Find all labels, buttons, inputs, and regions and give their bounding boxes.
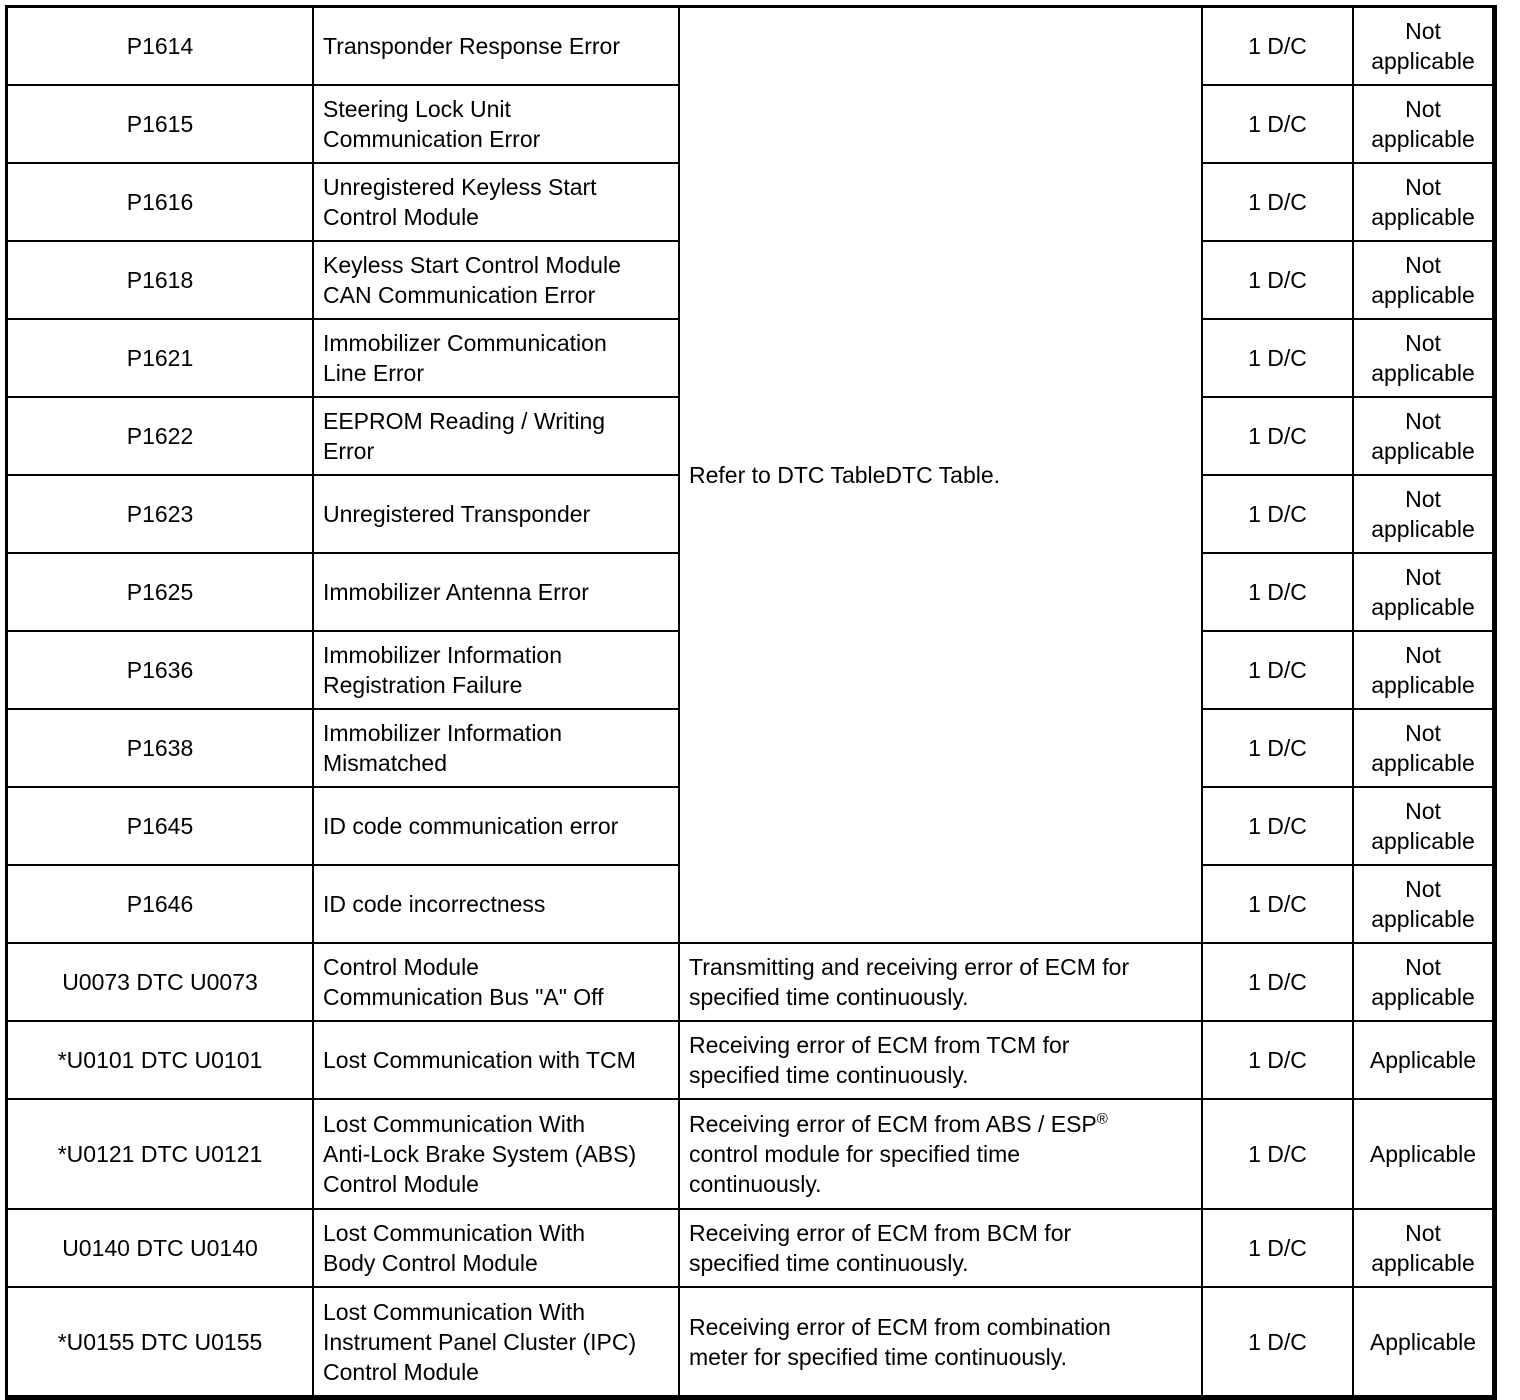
text-line: Not [1405, 174, 1441, 200]
dtc-code-cell: P1616 [7, 163, 313, 241]
text-line: Receiving error of ECM from ABS / ESP [689, 1111, 1097, 1137]
dtc-description-cell [313, 1099, 679, 1209]
text-line: Anti-Lock Brake System (ABS) [323, 1141, 637, 1167]
text-line: Immobilizer Information [323, 642, 563, 668]
text-line: Not [1405, 1220, 1441, 1246]
drive-cycle-cell: 1 D/C [1202, 1209, 1353, 1287]
drive-cycle-cell: 1 D/C [1202, 865, 1353, 943]
dtc-description-cell [313, 553, 679, 631]
dtc-code-cell: P1638 [7, 709, 313, 787]
dtc-description-cell [313, 475, 679, 553]
drive-cycle-cell: 1 D/C [1202, 397, 1353, 475]
dtc-code-cell: P1614 [7, 7, 313, 85]
mil-cell [1353, 241, 1493, 319]
dtc-description-cell [313, 943, 679, 1021]
dtc-code-cell: *U0121 DTC U0121 [7, 1099, 313, 1209]
text-line: Lost Communication With [323, 1220, 586, 1246]
text-line: Not [1405, 564, 1441, 590]
text-line: Control Module [323, 954, 479, 980]
dtc-description-cell [313, 631, 679, 709]
text-line: Not [1405, 876, 1441, 902]
table-row [7, 943, 1493, 1021]
text-line: CAN Communication Error [323, 282, 596, 308]
table-row [7, 1099, 1493, 1209]
dtc-description-cell [313, 709, 679, 787]
detecting-condition-cell [679, 1099, 1202, 1209]
detecting-condition-cell [679, 1209, 1202, 1287]
text-line: Not [1405, 486, 1441, 512]
dtc-code-cell: P1621 [7, 319, 313, 397]
drive-cycle-cell: 1 D/C [1202, 85, 1353, 163]
mil-cell [1353, 475, 1493, 553]
dtc-code-cell: P1622 [7, 397, 313, 475]
text-line: Line Error [323, 360, 424, 386]
text-line: specified time continuously. [689, 984, 969, 1010]
dtc-code-cell: P1618 [7, 241, 313, 319]
dtc-code-cell: P1636 [7, 631, 313, 709]
text-line: Not [1405, 642, 1441, 668]
registered-mark: ® [1096, 1110, 1108, 1128]
text-line: control module for specified time [689, 1141, 1021, 1167]
text-line: Registration Failure [323, 672, 523, 698]
mil-cell [1353, 865, 1493, 943]
mil-cell [1353, 709, 1493, 787]
drive-cycle-cell: 1 D/C [1202, 1287, 1353, 1396]
text-line: Lost Communication With [323, 1111, 586, 1137]
mil-cell [1353, 943, 1493, 1021]
table-row [7, 7, 1493, 85]
dtc-code-cell: U0140 DTC U0140 [7, 1209, 313, 1287]
drive-cycle-cell: 1 D/C [1202, 241, 1353, 319]
dtc-table-body [7, 7, 1493, 1396]
text-line: ID code communication error [323, 813, 619, 839]
text-line: Not [1405, 954, 1441, 980]
text-line: Receiving error of ECM from BCM for [689, 1220, 1072, 1246]
text-line: Control Module [323, 1171, 479, 1197]
text-line: applicable [1371, 984, 1475, 1010]
drive-cycle-cell: 1 D/C [1202, 787, 1353, 865]
text-line: Communication Error [323, 126, 541, 152]
text-line: applicable [1371, 204, 1475, 230]
dtc-description-cell [313, 1209, 679, 1287]
mil-cell [1353, 1287, 1493, 1396]
dtc-description-cell [313, 1021, 679, 1099]
text-line: Immobilizer Information [323, 720, 563, 746]
drive-cycle-cell: 1 D/C [1202, 553, 1353, 631]
text-line: applicable [1371, 1250, 1475, 1276]
text-line: Control Module [323, 204, 479, 230]
dtc-description-cell [313, 397, 679, 475]
text-line: Transmitting and receiving error of ECM for [689, 954, 1130, 980]
mil-cell [1353, 1209, 1493, 1287]
text-line: applicable [1371, 672, 1475, 698]
mil-cell [1353, 1099, 1493, 1209]
dtc-description-cell [313, 319, 679, 397]
text-line: Receiving error of ECM from combination [689, 1313, 1111, 1340]
dtc-code-cell: P1646 [7, 865, 313, 943]
dtc-table [6, 6, 1494, 1397]
text-line: Communication Bus "A" Off [323, 984, 604, 1010]
text-line: Applicable [1369, 1141, 1477, 1167]
text-line: Error [323, 438, 375, 464]
text-line: ID code incorrectness [323, 891, 546, 917]
mil-cell [1353, 397, 1493, 475]
dtc-code-cell: P1615 [7, 85, 313, 163]
table-row [7, 1021, 1493, 1099]
table-row [7, 1287, 1493, 1396]
drive-cycle-cell: 1 D/C [1202, 709, 1353, 787]
text-line: applicable [1371, 126, 1475, 152]
text-line: Instrument Panel Cluster (IPC) [323, 1328, 637, 1355]
text-line: continuously. [689, 1171, 822, 1197]
text-line: applicable [1371, 594, 1475, 620]
text-line: applicable [1371, 48, 1475, 74]
drive-cycle-cell: 1 D/C [1202, 1021, 1353, 1099]
text-line: Steering Lock Unit [323, 96, 511, 122]
table-row [7, 1209, 1493, 1287]
mil-cell [1353, 7, 1493, 85]
detecting-condition-cell [679, 1287, 1202, 1396]
text-line: Body Control Module [323, 1250, 538, 1276]
text-line: applicable [1371, 360, 1475, 386]
text-line: Not [1405, 96, 1441, 122]
text-line: Keyless Start Control Module [323, 252, 621, 278]
dtc-code-cell: *U0155 DTC U0155 [7, 1287, 313, 1396]
text-line: Applicable [1369, 1328, 1477, 1355]
dtc-code-cell: P1645 [7, 787, 313, 865]
mil-cell [1353, 631, 1493, 709]
text-line: Not [1405, 252, 1441, 278]
text-line: applicable [1371, 516, 1475, 542]
detecting-condition-cell [679, 1021, 1202, 1099]
dtc-code-cell: U0073 DTC U0073 [7, 943, 313, 1021]
text-line: Unregistered Keyless Start [323, 174, 597, 200]
mil-cell [1353, 85, 1493, 163]
dtc-code-cell: P1623 [7, 475, 313, 553]
dtc-description-cell [313, 1287, 679, 1396]
drive-cycle-cell: 1 D/C [1202, 631, 1353, 709]
text-line: Immobilizer Communication [323, 330, 607, 356]
mil-cell [1353, 163, 1493, 241]
dtc-description-cell [313, 7, 679, 85]
text-line: Lost Communication with TCM [323, 1047, 636, 1073]
text-line: Unregistered Transponder [323, 501, 591, 527]
text-line: Not [1405, 330, 1441, 356]
drive-cycle-cell: 1 D/C [1202, 163, 1353, 241]
text-line: applicable [1371, 906, 1475, 932]
dtc-description-cell [313, 163, 679, 241]
drive-cycle-cell: 1 D/C [1202, 1099, 1353, 1209]
drive-cycle-cell: 1 D/C [1202, 943, 1353, 1021]
mil-cell [1353, 319, 1493, 397]
text-line: Receiving error of ECM from TCM for [689, 1032, 1070, 1058]
dtc-description-cell [313, 241, 679, 319]
detecting-condition-cell [679, 943, 1202, 1021]
mil-cell [1353, 1021, 1493, 1099]
text-line: Not [1405, 798, 1441, 824]
dtc-description-cell [313, 865, 679, 943]
drive-cycle-cell: 1 D/C [1202, 7, 1353, 85]
text-line: Not [1405, 720, 1441, 746]
text-line: Control Module [323, 1358, 479, 1385]
text-line: specified time continuously. [689, 1250, 969, 1276]
text-line: Immobilizer Antenna Error [323, 579, 589, 605]
drive-cycle-cell: 1 D/C [1202, 475, 1353, 553]
text-line: Not [1405, 18, 1441, 44]
text-line: applicable [1371, 828, 1475, 854]
drive-cycle-cell: 1 D/C [1202, 319, 1353, 397]
text-line: EEPROM Reading / Writing [323, 408, 606, 434]
text-line: Mismatched [323, 750, 447, 776]
text-line: applicable [1371, 438, 1475, 464]
text-line: applicable [1371, 282, 1475, 308]
text-line: Not [1405, 408, 1441, 434]
mil-cell [1353, 787, 1493, 865]
dtc-description-cell [313, 787, 679, 865]
text-line: Lost Communication With [323, 1298, 586, 1325]
text-line: Transponder Response Error [323, 33, 621, 59]
dtc-code-cell: P1625 [7, 553, 313, 631]
shared-detecting-condition-cell: Refer to DTC TableDTC Table. [679, 7, 1202, 943]
text-line: meter for specified time continuously. [689, 1343, 1067, 1370]
mil-cell [1353, 553, 1493, 631]
dtc-code-cell: *U0101 DTC U0101 [7, 1021, 313, 1099]
dtc-description-cell [313, 85, 679, 163]
text-line: Applicable [1369, 1047, 1477, 1073]
text-line: applicable [1371, 750, 1475, 776]
text-line: specified time continuously. [689, 1062, 969, 1088]
